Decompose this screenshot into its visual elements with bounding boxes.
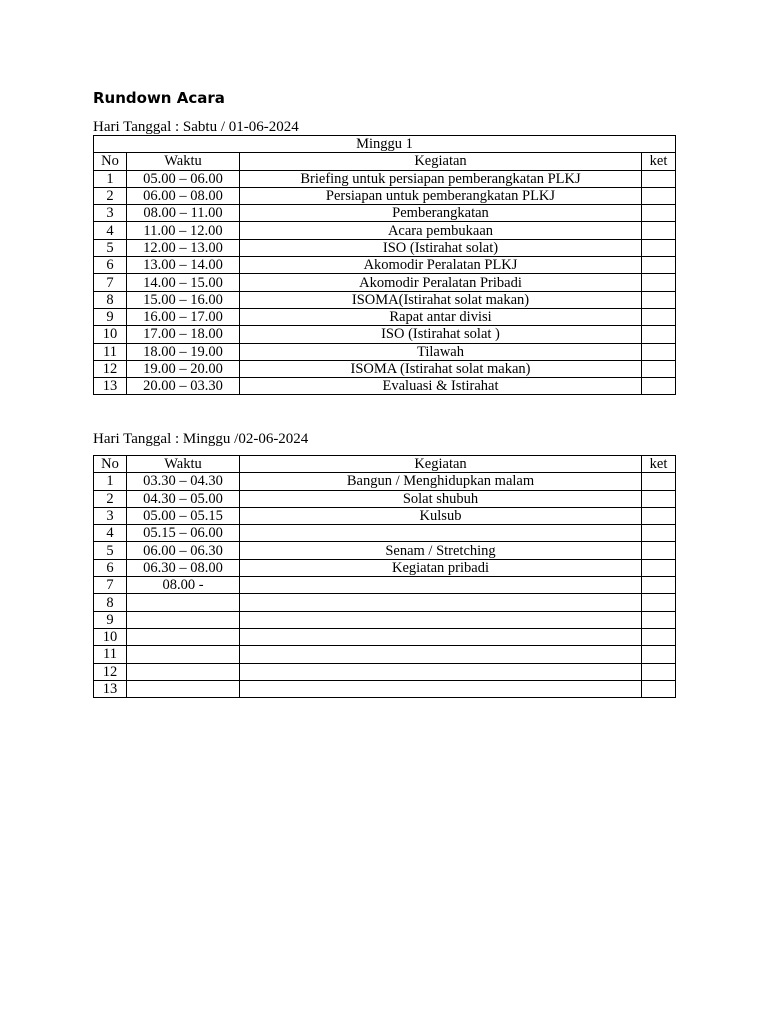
cell-no: 1 — [94, 170, 127, 187]
cell-kegiatan — [240, 680, 642, 697]
column-header-waktu: Waktu — [127, 456, 240, 473]
table-row — [94, 680, 676, 697]
cell-no: 12 — [94, 360, 127, 377]
cell-kegiatan: Solat shubuh — [240, 490, 642, 507]
cell-kegiatan: Persiapan untuk pemberangkatan PLKJ — [240, 187, 642, 204]
table-row — [94, 257, 676, 274]
cell-kegiatan: Tilawah — [240, 343, 642, 360]
cell-waktu — [127, 646, 240, 663]
table-row — [94, 222, 676, 239]
table-row — [94, 559, 676, 576]
cell-ket — [642, 594, 676, 611]
day2-date-label: Hari Tanggal : Minggu /02-06-2024 — [93, 431, 309, 447]
table-row — [94, 507, 676, 524]
cell-kegiatan: ISOMA (Istirahat solat makan) — [240, 360, 642, 377]
cell-waktu: 06.00 – 08.00 — [127, 187, 240, 204]
cell-no: 5 — [94, 239, 127, 256]
cell-waktu: 12.00 – 13.00 — [127, 239, 240, 256]
cell-kegiatan: Evaluasi & Istirahat — [240, 378, 642, 395]
cell-waktu: 11.00 – 12.00 — [127, 222, 240, 239]
cell-kegiatan — [240, 646, 642, 663]
cell-kegiatan — [240, 594, 642, 611]
table-row — [94, 577, 676, 594]
cell-waktu: 18.00 – 19.00 — [127, 343, 240, 360]
column-header-kegiatan: Kegiatan — [240, 153, 642, 170]
table-row — [94, 360, 676, 377]
cell-no: 13 — [94, 378, 127, 395]
cell-waktu — [127, 611, 240, 628]
table-row — [94, 378, 676, 395]
cell-ket — [642, 170, 676, 187]
table-row — [94, 490, 676, 507]
cell-kegiatan — [240, 611, 642, 628]
table-row — [94, 646, 676, 663]
cell-waktu: 17.00 – 18.00 — [127, 326, 240, 343]
cell-no: 7 — [94, 274, 127, 291]
cell-ket — [642, 274, 676, 291]
cell-no: 7 — [94, 577, 127, 594]
cell-waktu: 05.00 – 06.00 — [127, 170, 240, 187]
cell-waktu — [127, 594, 240, 611]
column-header-ket: ket — [642, 153, 676, 170]
cell-no: 8 — [94, 594, 127, 611]
cell-kegiatan — [240, 663, 642, 680]
cell-waktu — [127, 628, 240, 645]
cell-no: 13 — [94, 680, 127, 697]
cell-ket — [642, 343, 676, 360]
cell-waktu: 14.00 – 15.00 — [127, 274, 240, 291]
cell-ket — [642, 525, 676, 542]
week-header: Minggu 1 — [94, 136, 676, 153]
cell-no: 9 — [94, 308, 127, 325]
column-header-kegiatan: Kegiatan — [240, 456, 642, 473]
cell-ket — [642, 239, 676, 256]
cell-waktu: 06.30 – 08.00 — [127, 559, 240, 576]
cell-kegiatan: ISO (Istirahat solat ) — [240, 326, 642, 343]
table-row — [94, 343, 676, 360]
table-row — [94, 291, 676, 308]
cell-no: 2 — [94, 187, 127, 204]
cell-ket — [642, 611, 676, 628]
cell-ket — [642, 542, 676, 559]
cell-ket — [642, 507, 676, 524]
cell-waktu — [127, 663, 240, 680]
column-header-no: No — [94, 153, 127, 170]
cell-no: 8 — [94, 291, 127, 308]
cell-no: 6 — [94, 559, 127, 576]
cell-waktu: 16.00 – 17.00 — [127, 308, 240, 325]
day2-schedule-table — [93, 455, 676, 698]
cell-ket — [642, 473, 676, 490]
cell-kegiatan: Bangun / Menghidupkan malam — [240, 473, 642, 490]
table-row — [94, 308, 676, 325]
cell-kegiatan: Kegiatan pribadi — [240, 559, 642, 576]
cell-no: 10 — [94, 628, 127, 645]
table-row — [94, 239, 676, 256]
cell-ket — [642, 663, 676, 680]
cell-ket — [642, 680, 676, 697]
cell-kegiatan — [240, 577, 642, 594]
table-row — [94, 525, 676, 542]
cell-no: 10 — [94, 326, 127, 343]
cell-no: 4 — [94, 525, 127, 542]
cell-no: 2 — [94, 490, 127, 507]
cell-kegiatan: Rapat antar divisi — [240, 308, 642, 325]
cell-ket — [642, 187, 676, 204]
cell-ket — [642, 326, 676, 343]
cell-ket — [642, 222, 676, 239]
cell-kegiatan: Pemberangkatan — [240, 205, 642, 222]
cell-waktu: 03.30 – 04.30 — [127, 473, 240, 490]
cell-waktu: 08.00 – 11.00 — [127, 205, 240, 222]
cell-waktu: 13.00 – 14.00 — [127, 257, 240, 274]
cell-ket — [642, 257, 676, 274]
day1-schedule-table — [93, 135, 676, 395]
cell-kegiatan: Kulsub — [240, 507, 642, 524]
table-row — [94, 326, 676, 343]
cell-waktu: 19.00 – 20.00 — [127, 360, 240, 377]
cell-ket — [642, 628, 676, 645]
cell-no: 12 — [94, 663, 127, 680]
day1-schedule-body — [94, 170, 676, 395]
cell-kegiatan — [240, 628, 642, 645]
cell-kegiatan — [240, 525, 642, 542]
day2-schedule-body — [94, 473, 676, 698]
cell-no: 4 — [94, 222, 127, 239]
cell-kegiatan: Akomodir Peralatan Pribadi — [240, 274, 642, 291]
cell-ket — [642, 577, 676, 594]
cell-waktu: 20.00 – 03.30 — [127, 378, 240, 395]
table-row — [94, 542, 676, 559]
cell-no: 1 — [94, 473, 127, 490]
cell-ket — [642, 646, 676, 663]
cell-kegiatan: Senam / Stretching — [240, 542, 642, 559]
cell-no: 9 — [94, 611, 127, 628]
table-row — [94, 611, 676, 628]
column-header-row — [94, 456, 676, 473]
cell-kegiatan: Akomodir Peralatan PLKJ — [240, 257, 642, 274]
cell-no: 3 — [94, 507, 127, 524]
table-row — [94, 628, 676, 645]
cell-kegiatan: ISO (Istirahat solat) — [240, 239, 642, 256]
cell-ket — [642, 490, 676, 507]
week-header-row — [94, 136, 676, 153]
cell-ket — [642, 205, 676, 222]
table-row — [94, 170, 676, 187]
cell-waktu: 15.00 – 16.00 — [127, 291, 240, 308]
cell-kegiatan: Acara pembukaan — [240, 222, 642, 239]
cell-ket — [642, 559, 676, 576]
table-row — [94, 187, 676, 204]
cell-waktu: 08.00 - — [127, 577, 240, 594]
column-header-row — [94, 153, 676, 170]
cell-waktu: 05.00 – 05.15 — [127, 507, 240, 524]
cell-kegiatan: ISOMA(Istirahat solat makan) — [240, 291, 642, 308]
cell-waktu: 05.15 – 06.00 — [127, 525, 240, 542]
column-header-ket: ket — [642, 456, 676, 473]
cell-waktu: 04.30 – 05.00 — [127, 490, 240, 507]
cell-no: 6 — [94, 257, 127, 274]
cell-ket — [642, 360, 676, 377]
document-title: Rundown Acara — [93, 89, 225, 107]
cell-no: 11 — [94, 343, 127, 360]
cell-ket — [642, 291, 676, 308]
column-header-no: No — [94, 456, 127, 473]
cell-no: 3 — [94, 205, 127, 222]
cell-ket — [642, 308, 676, 325]
table-row — [94, 205, 676, 222]
cell-kegiatan: Briefing untuk persiapan pemberangkatan PLKJ — [240, 170, 642, 187]
cell-waktu: 06.00 – 06.30 — [127, 542, 240, 559]
cell-no: 5 — [94, 542, 127, 559]
table-row — [94, 663, 676, 680]
table-row — [94, 594, 676, 611]
day1-date-label: Hari Tanggal : Sabtu / 01-06-2024 — [93, 119, 299, 135]
cell-waktu — [127, 680, 240, 697]
column-header-waktu: Waktu — [127, 153, 240, 170]
cell-ket — [642, 378, 676, 395]
cell-no: 11 — [94, 646, 127, 663]
table-row — [94, 274, 676, 291]
table-row — [94, 473, 676, 490]
